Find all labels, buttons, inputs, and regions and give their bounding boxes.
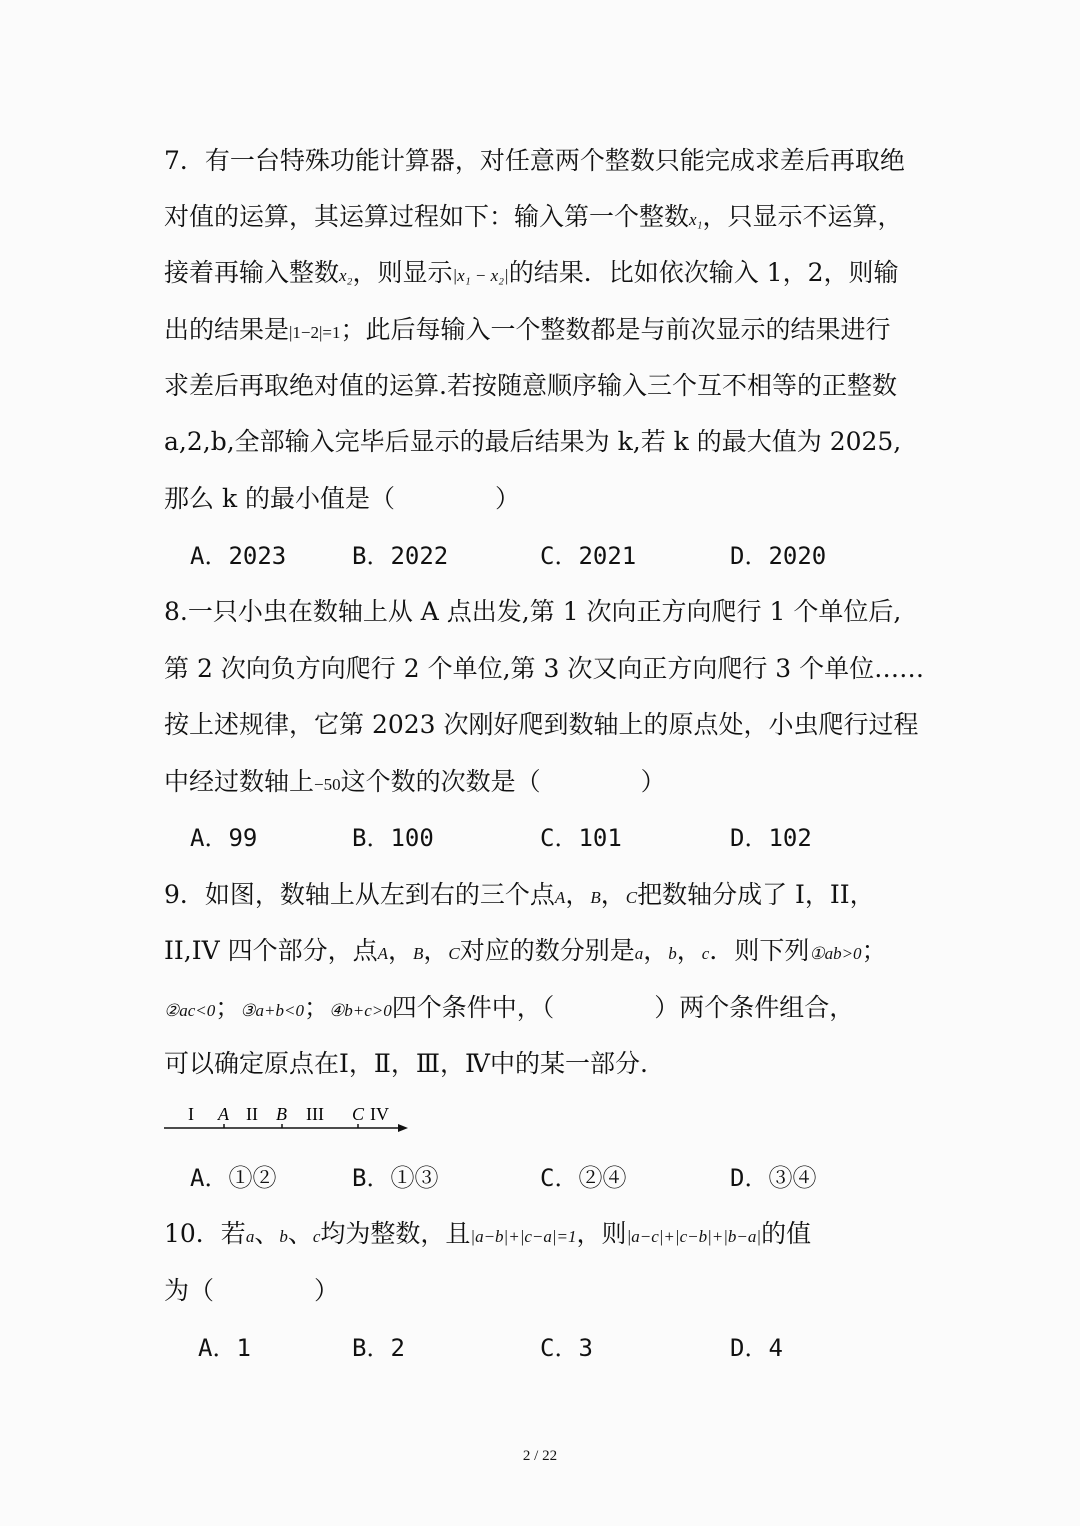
- q9-line-1: 9．如图，数轴上从左到右的三个点A，B，C把数轴分成了 I，II，: [164, 880, 875, 909]
- q8-options: [190, 810, 910, 866]
- math-b: b: [668, 944, 677, 963]
- region-label-I: I: [188, 1104, 194, 1124]
- q7-option-b[interactable]: B．2022: [352, 542, 449, 570]
- math-A: A: [554, 888, 566, 907]
- q10-options: [198, 1320, 918, 1376]
- page-number: 2 / 22: [522, 1448, 558, 1464]
- q10-line-2: 为（ ）: [164, 1276, 340, 1305]
- math-abs-expr: |x₁ − x₂|: [452, 266, 509, 285]
- q7-line-7: 那么 k 的最小值是（ ）: [164, 484, 521, 513]
- q7-options: [190, 528, 910, 584]
- region-label-II: II: [246, 1104, 258, 1124]
- math-x1: x₁: [689, 210, 703, 229]
- q10-option-b[interactable]: B．2: [352, 1334, 405, 1362]
- math-neg50: −50: [314, 775, 341, 794]
- math-C-2: C: [448, 944, 460, 963]
- region-label-IV: IV: [370, 1104, 389, 1124]
- math-x2: x₂: [339, 266, 353, 285]
- q10-option-a[interactable]: A．1: [198, 1334, 251, 1362]
- number-line-arrow: [398, 1124, 408, 1132]
- q9-options: [190, 1150, 910, 1206]
- q7-line-6: a,2,b,全部输入完毕后显示的最后结果为 k,若 k 的最大值为 2025,: [164, 427, 902, 456]
- math-c: c: [701, 944, 710, 963]
- math-a: a: [245, 1227, 255, 1246]
- condition-1: ①ab>0: [809, 944, 862, 963]
- q7-line-4: 出的结果是|1−2|=1；此后每输入一个整数都是与前次显示的结果进行: [164, 315, 891, 344]
- q8-option-a[interactable]: A．99: [190, 824, 258, 852]
- q9-option-a[interactable]: A．①②: [190, 1164, 277, 1192]
- q7-option-c[interactable]: C．2021: [540, 542, 637, 570]
- q7-line-5: 求差后再取绝对值的运算.若按随意顺序输入三个互不相等的正整数: [164, 371, 897, 400]
- point-label-B: B: [276, 1104, 287, 1124]
- q8-line-1: 8.一只小虫在数轴上从 A 点出发,第 1 次向正方向爬行 1 个单位后,: [164, 597, 902, 626]
- q8-option-c[interactable]: C．101: [540, 824, 622, 852]
- q9-line-2: II,IV 四个部分，点A，B，C对应的数分别是a，b，c．则下列①ab>0；: [164, 936, 887, 965]
- condition-4: ④b+c>0: [328, 1001, 392, 1020]
- q7-option-a[interactable]: A．2023: [190, 542, 287, 570]
- condition-2: ②ac<0: [164, 1001, 216, 1020]
- math-B-2: B: [412, 944, 424, 963]
- region-label-III: III: [306, 1104, 324, 1124]
- q9-line-4: 可以确定原点在Ⅰ，Ⅱ，Ⅲ，Ⅳ中的某一部分.: [164, 1049, 648, 1078]
- q8-option-b[interactable]: B．100: [352, 824, 434, 852]
- q8-line-3: 按上述规律，它第 2023 次刚好爬到数轴上的原点处，小虫爬行过程: [164, 710, 919, 739]
- q10-line-1: 10．若a、b、c均为整数，且|a−b|+|c−a|=1，则|a−c|+|c−b|+|b−a|的值: [164, 1219, 812, 1248]
- math-a: a: [634, 944, 644, 963]
- q7-option-d[interactable]: D．2020: [730, 542, 827, 570]
- math-b: b: [279, 1227, 288, 1246]
- q7-line-1: 7．有一台特殊功能计算器，对任意两个整数只能完成求差后再取绝: [164, 146, 905, 175]
- point-label-A: A: [218, 1104, 229, 1124]
- q9-option-b[interactable]: B．①③: [352, 1164, 439, 1192]
- q9-option-c[interactable]: C．②④: [540, 1164, 627, 1192]
- condition-3: ③a+b<0: [240, 1001, 304, 1020]
- math-c: c: [312, 1227, 321, 1246]
- q9-option-d[interactable]: D．③④: [730, 1164, 817, 1192]
- q10-option-c[interactable]: C．3: [540, 1334, 593, 1362]
- math-C: C: [625, 888, 638, 907]
- math-example: |1−2|=1: [289, 323, 341, 342]
- q8-option-d[interactable]: D．102: [730, 824, 812, 852]
- q8-line-4: 中经过数轴上−50这个数的次数是（ ）: [164, 767, 666, 796]
- math-A-2: A: [377, 944, 388, 963]
- point-label-C: C: [352, 1104, 365, 1124]
- math-expression: |a−c|+|c−b|+|b−a|: [626, 1227, 762, 1246]
- math-B: B: [590, 888, 601, 907]
- q10-option-d[interactable]: D．4: [730, 1334, 783, 1362]
- q8-line-2: 第 2 次向负方向爬行 2 个单位,第 3 次又向正方向爬行 3 个单位……: [164, 654, 924, 683]
- number-line-figure: [160, 1098, 420, 1138]
- math-condition: |a−b|+|c−a|=1: [470, 1227, 577, 1246]
- q9-line-3: ②ac<0；③a+b<0；④b+c>0四个条件中，（ ）两个条件组合，: [164, 993, 855, 1022]
- q7-line-3: 接着再输入整数x₂，则显示|x₁ − x₂|的结果．比如依次输入 1，2，则输: [164, 258, 899, 287]
- q7-line-2: 对值的运算，其运算过程如下：输入第一个整数x₁，只显示不运算，: [164, 202, 903, 231]
